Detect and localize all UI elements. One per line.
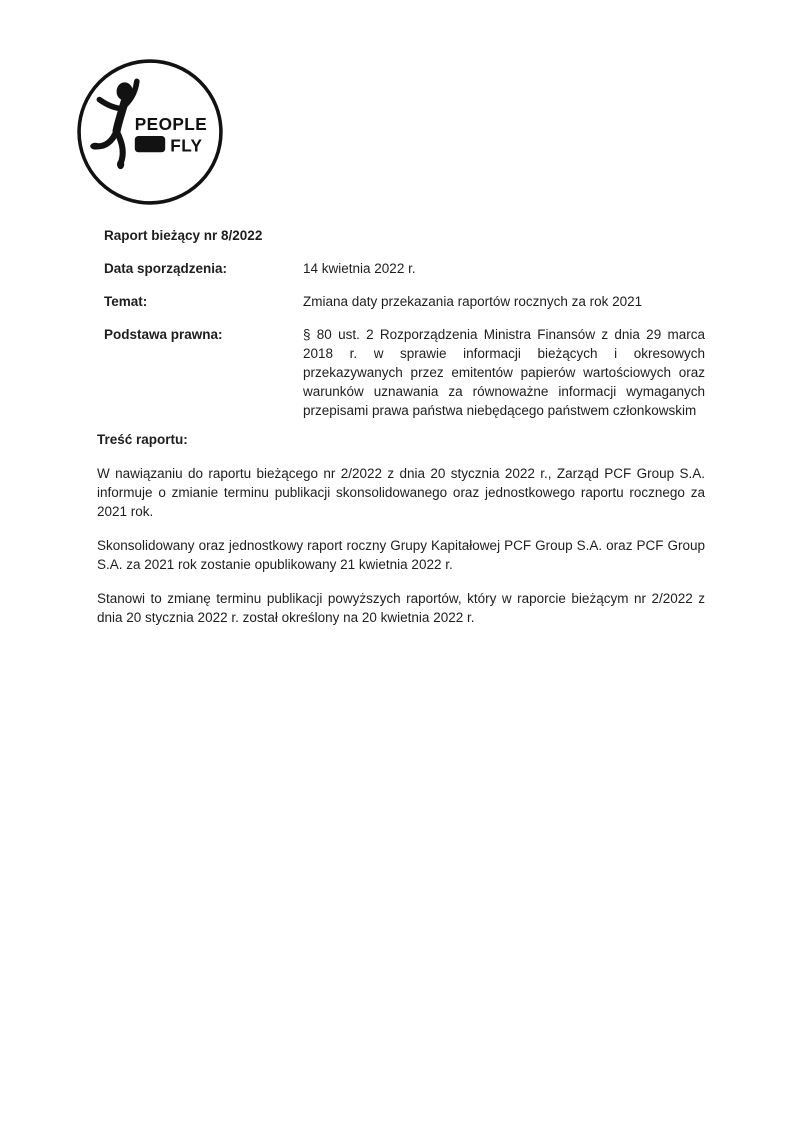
field-value-subject: Zmiana daty przekazania raportów rocznych za rok 2021: [303, 294, 643, 309]
field-row-date: [104, 259, 705, 278]
content-heading: Treść raportu:: [97, 432, 188, 447]
field-row-legal-basis: [104, 325, 705, 420]
logo-text-fly: FLY: [170, 135, 203, 156]
logo-graphic: [74, 56, 226, 208]
report-paragraph-1: W nawiązaniu do raportu bieżącego nr 2/2022 z dnia 20 stycznia 2022 r., Zarząd PCF Group S.A. informuje o zmianie terminu publikacji skonsolidowanego oraz jednostkowego raportu rocznego za 2021 rok.: [97, 466, 705, 519]
field-label-subject: Temat:: [104, 294, 148, 309]
report-paragraph-2: Skonsolidowany oraz jednostkowy raport roczny Grupy Kapitałowej PCF Group S.A. oraz PCF Group S.A. za 2021 rok zostanie opublikowany 21 kwietnia 2022 r.: [97, 538, 705, 572]
report-paragraph-3: Stanowi to zmianę terminu publikacji powyższych raportów, który w raporcie bieżącym nr 2/2022 z dnia 20 stycznia 2022 r. został określony na 20 kwietnia 2022 r.: [97, 591, 705, 625]
logo-text-can: CAN: [137, 139, 163, 152]
field-label-legal-basis: Podstawa prawna:: [104, 327, 223, 342]
report-content: [97, 226, 705, 627]
report-paragraphs: [97, 464, 705, 627]
field-row-subject: [104, 292, 705, 311]
logo-text-people: PEOPLE: [134, 113, 208, 134]
field-value-legal-basis: § 80 ust. 2 Rozporządzenia Ministra Finansów z dnia 29 marca 2018 r. w sprawie informacji bieżących i okresowych przekazywanych przez emitentów papierów wartościowych oraz warunków uznawania za równoważne informacji wymaganych przepisami prawa państwa niebędącego państwem członkowskim: [303, 327, 705, 418]
report-title: Raport bieżący nr 8/2022: [104, 228, 263, 243]
people-can-fly-logo: [74, 56, 226, 208]
field-label-date: Data sporządzenia:: [104, 261, 228, 276]
field-value-date: 14 kwietnia 2022 r.: [303, 261, 416, 276]
